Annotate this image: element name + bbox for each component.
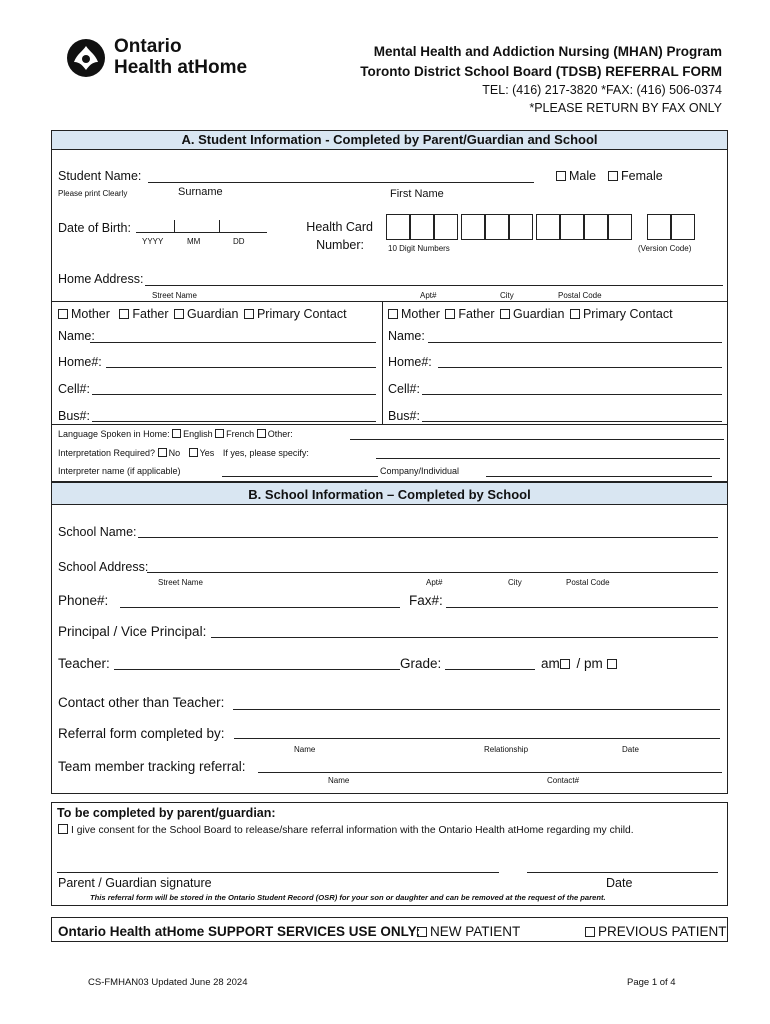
interpretation-specify-input[interactable] <box>376 458 720 459</box>
pm-checkbox[interactable] <box>607 659 617 669</box>
phone-input[interactable] <box>120 607 400 608</box>
logo-line1: Ontario <box>114 36 182 57</box>
female-label: Female <box>621 169 663 183</box>
teacher-input[interactable] <box>114 669 400 670</box>
guardian-checkbox[interactable] <box>174 309 184 319</box>
company-input[interactable] <box>486 476 712 477</box>
contact1-home-label: Home#: <box>58 355 102 369</box>
contact2-home-input[interactable] <box>438 367 722 368</box>
school-address-label: School Address: <box>58 560 149 574</box>
language-other-input[interactable] <box>350 439 724 440</box>
contact1-cell-input[interactable] <box>92 394 376 395</box>
contact1-home-input[interactable] <box>106 367 376 368</box>
health-card-digit[interactable] <box>584 214 608 240</box>
father-label: Father <box>132 307 169 321</box>
language-row <box>58 429 293 439</box>
teacher-label: Teacher: <box>58 656 110 671</box>
signature-input[interactable] <box>57 872 499 873</box>
version-code-hint: (Version Code) <box>638 244 692 253</box>
am-checkbox[interactable] <box>560 659 570 669</box>
language-label: Language Spoken in Home: <box>58 429 170 439</box>
previous-patient-label: PREVIOUS PATIENT <box>598 924 727 939</box>
dob-divider <box>219 220 220 233</box>
guardian-checkbox[interactable] <box>500 309 510 319</box>
print-clearly-hint: Please print Clearly <box>58 189 128 198</box>
previous-patient-checkbox[interactable] <box>585 927 595 937</box>
apt-hint: Apt# <box>420 291 437 300</box>
health-card-digit[interactable] <box>386 214 410 240</box>
grade-label: Grade: <box>400 656 442 671</box>
contact2-bus-input[interactable] <box>422 421 722 422</box>
dob-label: Date of Birth: <box>58 221 131 235</box>
female-checkbox[interactable] <box>608 171 618 181</box>
school-name-label: School Name: <box>58 525 137 539</box>
company-label: Company/Individual <box>380 466 460 476</box>
contact2-bus-label: Bus#: <box>388 409 420 423</box>
contact1-bus-input[interactable] <box>92 421 376 422</box>
primary-contact-label: Primary Contact <box>256 307 347 321</box>
contact-column-divider <box>382 302 383 424</box>
interpretation-row <box>58 448 309 458</box>
mother-label: Mother <box>401 307 440 321</box>
contact-divider-top <box>51 301 728 302</box>
dob-mm: MM <box>187 237 201 246</box>
referral-date-hint: Date <box>622 745 639 754</box>
contact2-cell-label: Cell#: <box>388 382 420 396</box>
street-name-hint: Street Name <box>152 291 197 300</box>
dob-input[interactable] <box>136 232 267 233</box>
street-name-hint: Street Name <box>158 578 203 587</box>
pm-label: / pm <box>576 656 603 671</box>
health-card-digit[interactable] <box>509 214 533 240</box>
am-label: am <box>541 656 560 671</box>
team-member-label: Team member tracking referral: <box>58 759 246 774</box>
health-card-digit[interactable] <box>410 214 434 240</box>
first-name-hint: First Name <box>390 188 444 200</box>
mother-label: Mother <box>71 307 110 321</box>
consent-heading: To be completed by parent/guardian: <box>57 806 276 820</box>
surname-hint: Surname <box>178 186 223 198</box>
phone-label: Phone#: <box>58 593 109 608</box>
interpreter-name-input[interactable] <box>222 476 378 477</box>
mother-checkbox[interactable] <box>58 309 68 319</box>
consent-row <box>58 824 634 836</box>
consent-text: I give consent for the School Board to release/share referral information with the Ontario Health atHome regarding my child. <box>71 825 634 836</box>
fax-label: Fax#: <box>409 593 443 608</box>
english-label: English <box>183 429 213 439</box>
am-pm-row <box>541 656 620 671</box>
previous-patient-option[interactable] <box>585 924 727 939</box>
male-label: Male <box>569 169 597 183</box>
new-patient-option[interactable] <box>417 924 520 939</box>
signature-date-label: Date <box>606 876 633 890</box>
grade-input[interactable] <box>445 669 535 670</box>
health-card-label-2: Number: <box>316 238 364 252</box>
interpretation-no-label: No <box>168 448 181 458</box>
contact1-name-input[interactable] <box>90 342 376 343</box>
section-a-title: A. Student Information - Completed by Parent/Guardian and School <box>51 130 728 150</box>
father-checkbox[interactable] <box>445 309 455 319</box>
consent-checkbox[interactable] <box>58 824 68 834</box>
ten-digit-hint: 10 Digit Numbers <box>388 244 450 253</box>
health-card-digit[interactable] <box>608 214 632 240</box>
if-yes-label: If yes, please specify: <box>222 448 309 458</box>
referral-by-input[interactable] <box>234 738 720 739</box>
ontario-trillium-icon <box>66 38 106 78</box>
fax-input[interactable] <box>446 607 718 608</box>
guardian-label: Guardian <box>187 307 239 321</box>
section-b-title: B. School Information – Completed by School <box>51 482 728 505</box>
home-address-label: Home Address: <box>58 272 144 286</box>
principal-input[interactable] <box>211 637 718 638</box>
support-services-label: Ontario Health atHome SUPPORT SERVICES USE ONLY: <box>58 924 421 939</box>
signature-date-input[interactable] <box>527 872 718 873</box>
postal-hint: Postal Code <box>566 578 610 587</box>
health-card-digit[interactable] <box>560 214 584 240</box>
student-name-input[interactable] <box>148 182 534 183</box>
contact2-home-label: Home#: <box>388 355 432 369</box>
contact2-cell-input[interactable] <box>422 394 722 395</box>
male-checkbox[interactable] <box>556 171 566 181</box>
health-card-digit[interactable] <box>434 214 458 240</box>
father-checkbox[interactable] <box>119 309 129 319</box>
health-card-digit[interactable] <box>461 214 485 240</box>
primary-contact-label: Primary Contact <box>582 307 673 321</box>
program-title: Mental Health and Addiction Nursing (MHAN) Program <box>373 44 722 59</box>
city-hint: City <box>508 578 522 587</box>
contact1-name-label: Name: <box>58 329 95 343</box>
interpretation-yes-checkbox[interactable] <box>189 448 198 457</box>
contact-info: TEL: (416) 217-3820 *FAX: (416) 506-0374 <box>482 83 722 97</box>
father-label: Father <box>458 307 495 321</box>
french-checkbox[interactable] <box>215 429 224 438</box>
student-name-label: Student Name: <box>58 169 142 183</box>
interpretation-yes-label: Yes <box>199 448 215 458</box>
health-card-digit[interactable] <box>536 214 560 240</box>
logo-line2: Health atHome <box>114 57 248 78</box>
referral-name-hint: Name <box>294 745 316 754</box>
new-patient-label: NEW PATIENT <box>430 924 521 939</box>
contact-other-label: Contact other than Teacher: <box>58 695 225 710</box>
contact1-bus-label: Bus#: <box>58 409 90 423</box>
version-code-box[interactable] <box>671 214 695 240</box>
primary-contact-checkbox[interactable] <box>244 309 254 319</box>
contact1-roles[interactable] <box>58 307 347 321</box>
interpreter-name-label: Interpreter name (if applicable) <box>58 466 181 476</box>
school-name-input[interactable] <box>138 537 718 538</box>
dob-yyyy: YYYY <box>142 237 164 246</box>
interpretation-label: Interpretation Required? <box>58 448 156 458</box>
french-label: French <box>226 429 255 439</box>
new-patient-checkbox[interactable] <box>417 927 427 937</box>
city-hint: City <box>500 291 514 300</box>
referral-relationship-hint: Relationship <box>484 745 529 754</box>
team-contact-hint: Contact# <box>547 776 580 785</box>
principal-label: Principal / Vice Principal: <box>58 624 207 639</box>
guardian-label: Guardian <box>513 307 565 321</box>
form-id: CS-FMHAN03 Updated June 28 2024 <box>88 977 248 988</box>
male-option[interactable] <box>556 169 596 183</box>
dob-dd: DD <box>233 237 245 246</box>
home-address-input[interactable] <box>145 285 723 286</box>
dob-divider <box>174 220 175 233</box>
mother-checkbox[interactable] <box>388 309 398 319</box>
english-checkbox[interactable] <box>172 429 181 438</box>
contact-divider-bottom <box>51 424 728 425</box>
signature-label: Parent / Guardian signature <box>58 876 212 890</box>
team-member-input[interactable] <box>258 772 722 773</box>
page-number: Page 1 of 4 <box>627 977 676 988</box>
interpretation-no-checkbox[interactable] <box>158 448 167 457</box>
fax-note: *PLEASE RETURN BY FAX ONLY <box>529 101 722 115</box>
osr-note: This referral form will be stored in the Ontario Student Record (OSR) for your son or daughter and can be removed at the request of the parent. <box>90 893 606 902</box>
version-code-box[interactable] <box>647 214 671 240</box>
team-name-hint: Name <box>328 776 350 785</box>
female-option[interactable] <box>608 169 663 183</box>
referral-by-label: Referral form completed by: <box>58 726 225 741</box>
contact1-cell-label: Cell#: <box>58 382 90 396</box>
school-address-input[interactable] <box>147 572 718 573</box>
health-card-digit[interactable] <box>485 214 509 240</box>
contact2-name-input[interactable] <box>428 342 722 343</box>
form-title: Toronto District School Board (TDSB) REFERRAL FORM <box>360 64 722 79</box>
postal-hint: Postal Code <box>558 291 602 300</box>
contact2-roles[interactable] <box>388 307 673 321</box>
contact-other-input[interactable] <box>233 709 720 710</box>
health-card-label-1: Health Card <box>306 220 373 234</box>
contact2-name-label: Name: <box>388 329 425 343</box>
other-label: Other: <box>267 429 293 439</box>
other-checkbox[interactable] <box>257 429 266 438</box>
primary-contact-checkbox[interactable] <box>570 309 580 319</box>
apt-hint: Apt# <box>426 578 443 587</box>
